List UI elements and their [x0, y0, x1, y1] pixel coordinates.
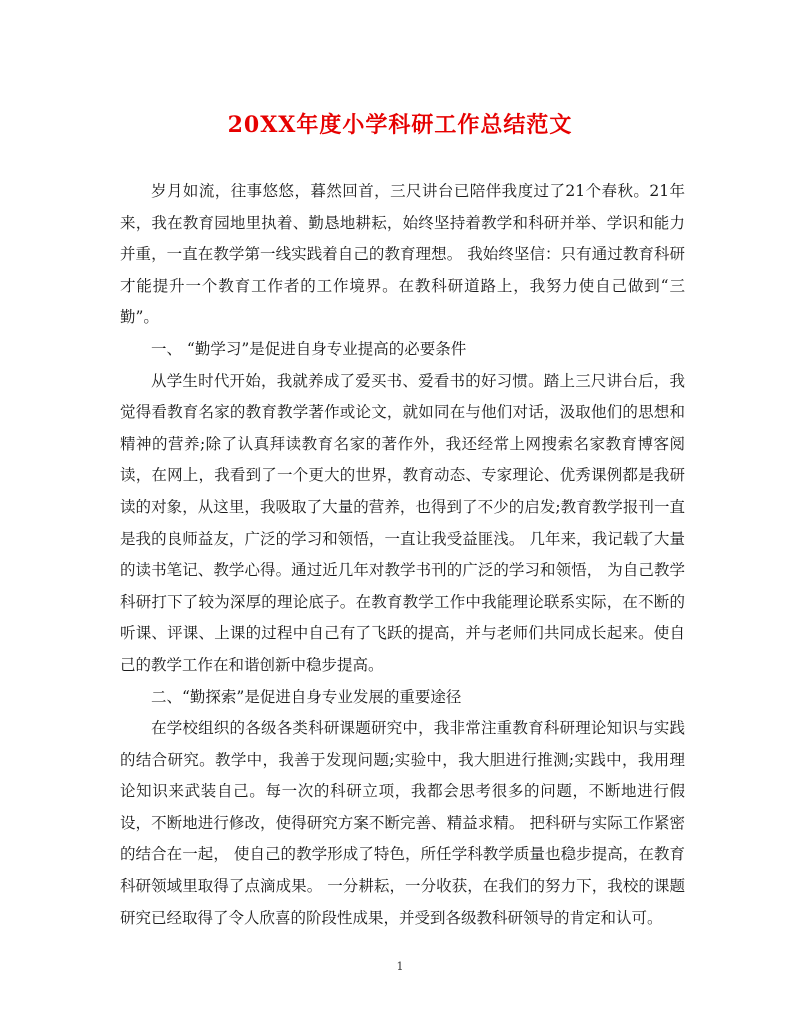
section-2-paragraph: 在学校组织的各级各类科研课题研究中，我非常注重教育科研理论知识与实践的结合研究。教学中，我善于发现问题;实验中，我大胆进行推测;实践中，我用理论知识来武装自己。每一次的科研立项，我都会思考很多的问题，不断地进行假设，不断地进行修改，使得研究方案不断完善、精益求精。 把科研与实际工作紧密的结合在一起， 使自己的教学形成了特色，所任学科教学质量也稳步提高，在教育科研领域里取得了点滴成果。 一分耕耘，一分收获，在我们的努力下，我校的课题研究已经取得了令人欣喜的阶段性成果，并受到各级教科研领导的肯定和认可。 — [120, 719, 685, 927]
page-number: 1 — [396, 960, 404, 973]
document-body — [120, 176, 685, 934]
intro-paragraph: 岁月如流，往事悠悠，暮然回首，三尺讲台已陪伴我度过了21个春秋。21年来，我在教育园地里执着、勤恳地耕耘，始终坚持着教学和科研并举、学识和能力并重，一直在教学第一线实践着自己的教育理想。 我始终坚信：只有通过教育科研才能提升一个教育工作者的工作境界。在教科研道路上，我努力使自己做到“三勤”。 — [120, 182, 685, 327]
section-heading-2: 二、“勤探索”是促进自身专业发展的重要途径 — [151, 687, 462, 706]
section-heading-1: 一、 “勤学习”是促进自身专业提高的必要条件 — [151, 339, 467, 358]
document-title: 20XX年度小学科研工作总结范文 — [227, 112, 573, 138]
section-1-paragraph: 从学生时代开始，我就养成了爱买书、爱看书的好习惯。踏上三尺讲台后，我觉得看教育名家的教育教学著作或论文，就如同在与他们对话，汲取他们的思想和精神的营养;除了认真拜读教育名家的著作外，我还经常上网搜索名家教育博客阅读，在网上，我看到了一个更大的世界，教育动态、专家理论、优秀课例都是我研读的对象，从这里，我吸取了大量的营养，也得到了不少的启发;教育教学报刊一直是我的良师益友，广泛的学习和领悟，一直让我受益匪浅。 几年来，我记载了大量的读书笔记、教学心得。通过近几年对教学书刊的广泛的学习和领悟， 为自己教学科研打下了较为深厚的理论底子。在教育教学工作中我能理论联系实际，在不断的听课、评课、上课的过程中自己有了飞跃的提高，并与老师们共同成长起来。使自己的教学工作在和谐创新中稳步提高。 — [120, 371, 685, 674]
